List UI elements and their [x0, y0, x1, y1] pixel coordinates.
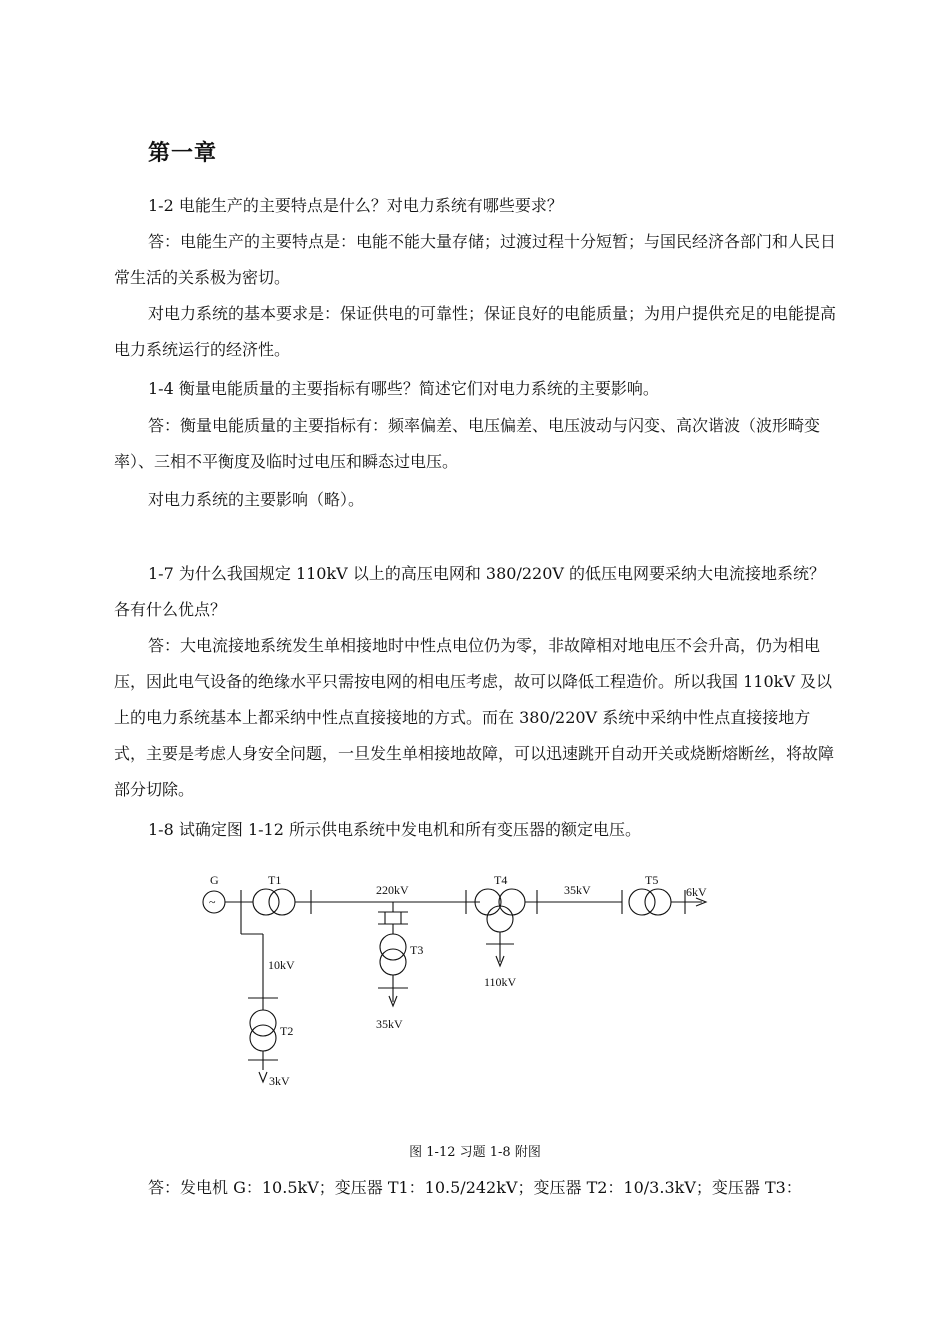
answer-1-7: 答：大电流接地系统发生单相接地时中性点电位仍为零，非故障相对地电压不会升高，仍为相电压，因此电气设备的绝缘水平只需按电网的相电压考虑，故可以降低工程造价。所以我国 110kV 及以上的电力系统基本上都采纳中性点直接接地的方式。而在 380/220V 系统中采纳中性点直接接地方式，主要是考虑人身安全问题，一旦发生单相接地故障，可以迅速跳开自动开关或烧断熔断丝，将故障部分切除。 — [114, 636, 835, 799]
answer-1-2: 答：电能生产的主要特点是：电能不能大量存储；过渡过程十分短暂；与国民经济各部门和人民日常生活的关系极为密切。 — [114, 232, 837, 287]
label-t2: T2 — [280, 1024, 294, 1038]
answer-1-4-impact: 对电力系统的主要影响（略）。 — [148, 490, 365, 509]
label-110kv: 110kV — [484, 975, 517, 989]
generator-tilde: ~ — [209, 895, 216, 909]
label-3kv: 3kV — [269, 1074, 290, 1088]
label-t5: T5 — [645, 873, 659, 887]
label-10kv: 10kV — [268, 958, 295, 972]
chapter-title: 第一章 — [148, 140, 218, 166]
question-1-8: 1-8 试确定图 1-12 所示供电系统中发电机和所有变压器的额定电压。 — [148, 820, 641, 839]
label-6kv: 6kV — [686, 885, 707, 899]
label-220kv: 220kV — [376, 883, 409, 897]
answer-1-8: 答：发电机 G：10.5kV；变压器 T1：10.5/242kV；变压器 T2：10/3.3kV；变压器 T3： — [148, 1178, 802, 1197]
label-t4: T4 — [494, 873, 508, 887]
answer-1-4: 答：衡量电能质量的主要指标有：频率偏差、电压偏差、电压波动与闪变、高次谐波（波形畸变率）、三相不平衡度及临时过电压和瞬态过电压。 — [114, 416, 821, 471]
question-1-7: 1-7 为什么我国规定 110kV 以上的高压电网和 380/220V 的低压电网要采纳大电流接地系统？各有什么优点？ — [114, 564, 826, 619]
question-1-4: 1-4 衡量电能质量的主要指标有哪些？简述它们对电力系统的主要影响。 — [148, 379, 659, 398]
label-35kv-line: 35kV — [564, 883, 591, 897]
power-system-diagram — [190, 862, 720, 1094]
label-t1: T1 — [268, 873, 282, 887]
answer-1-2-requirements: 对电力系统的基本要求是：保证供电的可靠性；保证良好的电能质量；为用户提供充足的电能提高电力系统运行的经济性。 — [114, 304, 837, 359]
label-t3-35kv: 35kV — [376, 1017, 403, 1031]
figure-caption: 图 1-12 习题 1-8 附图 — [409, 1145, 541, 1160]
question-1-2: 1-2 电能生产的主要特点是什么？对电力系统有哪些要求？ — [148, 196, 563, 215]
label-t3: T3 — [410, 943, 424, 957]
label-generator-g: G — [210, 873, 219, 887]
